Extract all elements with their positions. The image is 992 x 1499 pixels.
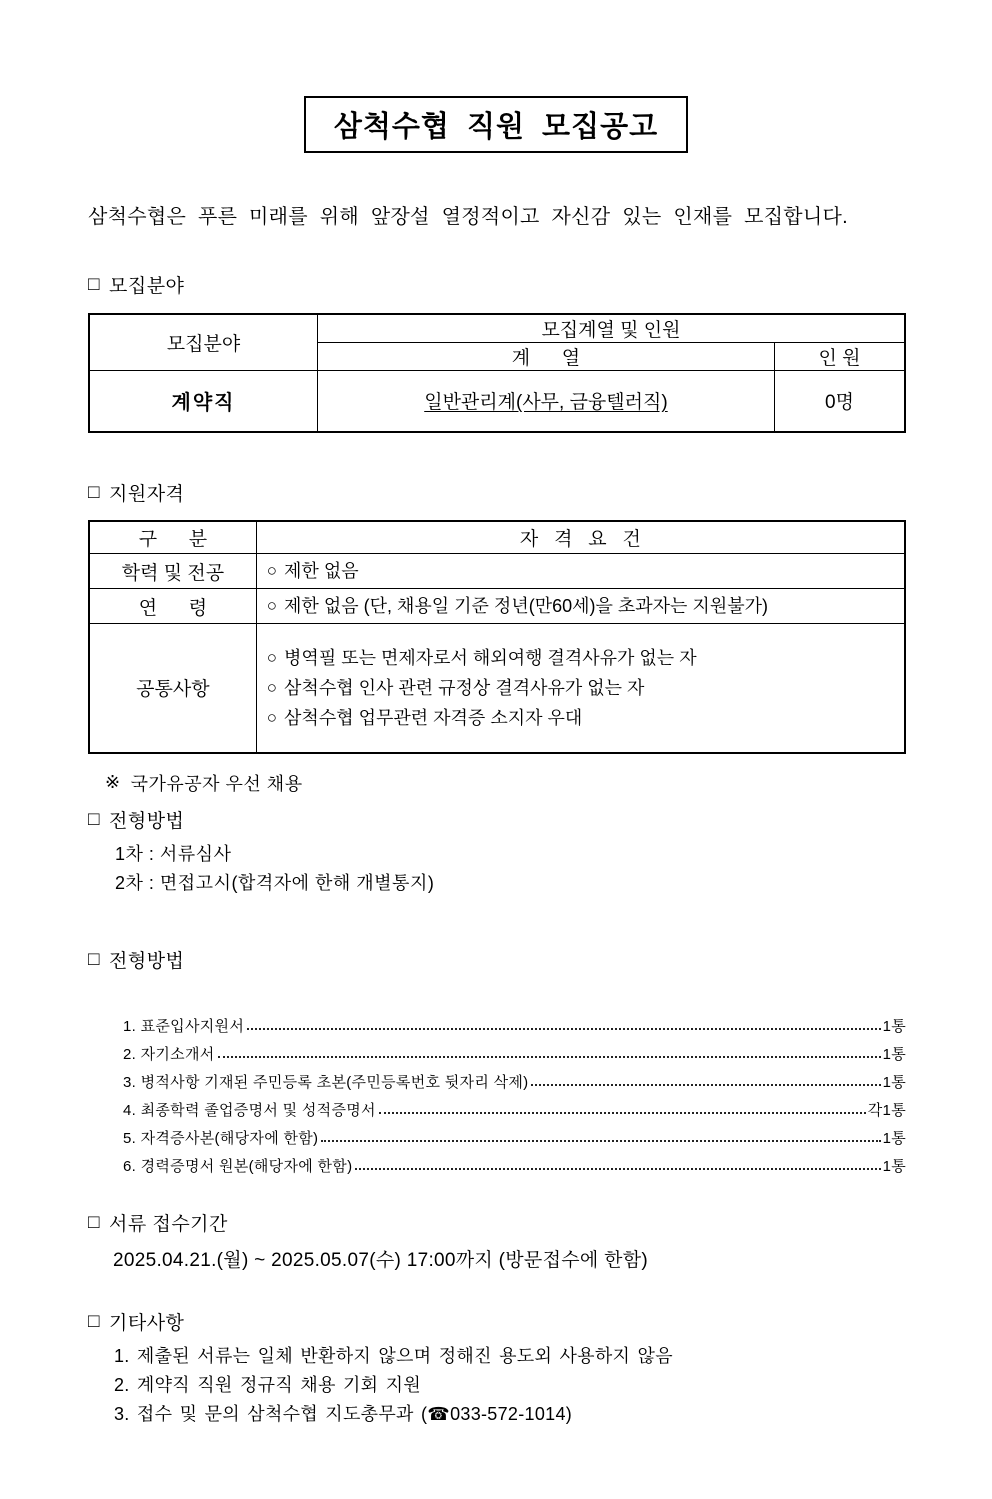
phone-icon: ☎ (427, 1403, 451, 1424)
qualification-table (88, 520, 906, 754)
circle-bullet-icon: ○ (266, 707, 278, 727)
document-count: 각1통 (867, 1101, 906, 1119)
heading-period-label: 서류 접수기간 (108, 1213, 228, 1235)
circle-bullet-icon: ○ (266, 647, 278, 667)
qual-requirement-header: 자 격 요 건 (256, 521, 905, 554)
table-row (89, 371, 905, 432)
qualification-line (267, 703, 894, 733)
misc-list (88, 1342, 906, 1429)
phone-number: 033-572-1014) (450, 1403, 573, 1424)
document-label: 5. 자격증사본(해당자에 한함) (123, 1129, 319, 1147)
document-count: 1통 (882, 1017, 906, 1035)
checkbox-icon: □ (88, 1211, 100, 1233)
document-label: 4. 최종학력 졸업증명서 및 성적증명서 (123, 1101, 376, 1119)
checkbox-icon: □ (88, 808, 100, 830)
list-item (123, 1094, 906, 1122)
qualification-line (267, 591, 894, 621)
priority-hiring-note-text: 국가유공자 우선 채용 (130, 773, 303, 794)
heading-misc-label: 기타사항 (108, 1312, 185, 1334)
list-item (114, 1400, 906, 1429)
title-box (304, 96, 688, 153)
document-label: 2. 자기소개서 (123, 1045, 215, 1063)
dotted-leader (355, 1168, 880, 1170)
list-item: 2. 계약직 직원 정규직 채용 기회 지원 (114, 1374, 422, 1395)
qualification-line-text: 제한 없음 (284, 561, 359, 581)
screening-step: 1차 : 서류심사 (115, 843, 232, 864)
dotted-leader (321, 1140, 880, 1142)
heading-recruit-field-label: 모집분야 (108, 276, 185, 297)
dotted-leader (218, 1056, 881, 1058)
reference-mark-icon: ※ (105, 772, 121, 792)
table-row (89, 589, 905, 624)
qualification-line (267, 556, 894, 586)
list-item (123, 1150, 906, 1178)
recruit-col-series-count-header: 모집계열 및 인원 (317, 314, 905, 343)
heading-recruit-field (88, 271, 906, 298)
list-item: 1. 제출된 서류는 일체 반환하지 않으며 정해진 용도외 사용하지 않음 (114, 1345, 673, 1366)
qual-category-header: 구 분 (89, 521, 256, 554)
list-item (123, 1010, 906, 1038)
document-count: 1통 (882, 1129, 906, 1147)
document-count: 1통 (882, 1073, 906, 1091)
dotted-leader (247, 1028, 880, 1030)
priority-hiring-note (88, 770, 906, 796)
recruit-col-series-header: 계 열 (317, 343, 774, 371)
checkbox-icon: □ (88, 274, 100, 295)
qualification-line-text: 삼척수협 업무관련 자격증 소지자 우대 (284, 707, 583, 728)
table-row (89, 554, 905, 589)
document-count: 1통 (882, 1157, 906, 1175)
document-page (0, 96, 992, 1499)
document-label: 3. 병적사항 기재된 주민등록 초본(주민등록번호 뒷자리 삭제) (123, 1073, 529, 1091)
recruit-col-count-header: 인 원 (774, 343, 905, 371)
qualification-line (267, 643, 894, 673)
recruit-table (88, 313, 906, 433)
intro-text: 삼척수협은 푸른 미래를 위해 앞장설 열정적이고 자신감 있는 인재를 모집합니다. (88, 206, 849, 228)
heading-period (88, 1209, 906, 1236)
list-item (123, 1122, 906, 1150)
dotted-leader (379, 1112, 866, 1114)
screening-step: 2차 : 면접고시(합격자에 한해 개별통지) (115, 872, 435, 893)
document-list (88, 1010, 906, 1178)
recruit-series-value: 일반관리계(사무, 금융텔러직) (317, 371, 774, 432)
heading-documents-label: 전형방법 (108, 950, 185, 972)
recruit-field-value: 계약직 (89, 371, 317, 432)
page-title: 삼척수협 직원 모집공고 (333, 111, 659, 143)
list-item (123, 1066, 906, 1094)
screening-steps (88, 840, 906, 898)
misc-item-text: 3. 접수 및 문의 삼척수협 지도총무과 ( (114, 1403, 428, 1424)
recruit-count-value: 0명 (774, 371, 905, 432)
qualification-line-text: 삼척수협 인사 관련 규정상 결격사유가 없는 자 (284, 677, 645, 698)
qual-row-label: 학력 및 전공 (89, 554, 256, 589)
circle-bullet-icon: ○ (266, 677, 278, 697)
qualification-line (267, 673, 894, 703)
list-item (123, 1038, 906, 1066)
heading-screening-label: 전형방법 (108, 810, 185, 832)
checkbox-icon: □ (88, 481, 100, 503)
heading-qualification (88, 479, 906, 506)
document-label: 1. 표준입사지원서 (123, 1017, 245, 1035)
qual-row-label: 연 령 (89, 589, 256, 624)
heading-misc (88, 1308, 906, 1335)
qualification-line-text: 병역필 또는 면제자로서 해외여행 결격사유가 없는 자 (284, 647, 697, 668)
table-row (89, 624, 905, 753)
submission-period-value: 2025.04.21.(월) ~ 2025.05.07(수) 17:00까지 (방문접수에 한함) (113, 1249, 649, 1271)
heading-screening (88, 806, 906, 833)
heading-qualification-label: 지원자격 (108, 483, 185, 505)
recruit-col-field-header: 모집분야 (89, 314, 317, 371)
dotted-leader (531, 1084, 880, 1086)
checkbox-icon: □ (88, 948, 100, 970)
circle-bullet-icon: ○ (266, 596, 278, 615)
document-count: 1통 (882, 1045, 906, 1063)
qualification-line-text: 제한 없음 (단, 채용일 기준 정년(만60세)을 초과자는 지원불가) (284, 596, 768, 616)
checkbox-icon: □ (88, 1310, 100, 1332)
circle-bullet-icon: ○ (266, 561, 278, 580)
qual-row-label: 공통사항 (89, 624, 256, 753)
document-label: 6. 경력증명서 원본(해당자에 한함) (123, 1157, 353, 1175)
heading-documents (88, 946, 906, 973)
